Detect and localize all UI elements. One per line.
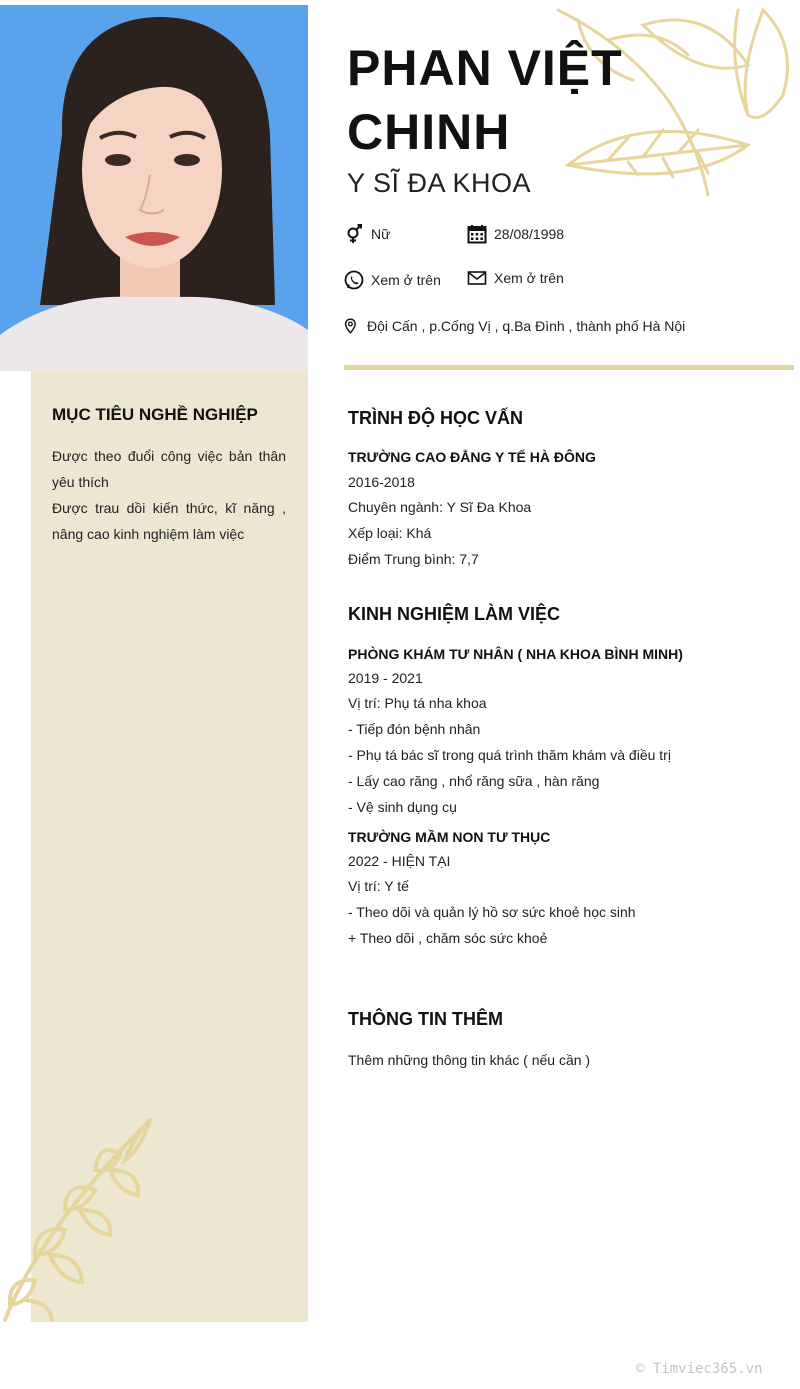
more-info-text: Thêm những thông tin khác ( nếu cần ) [348,1052,591,1068]
job-position: Vị trí: Phụ tá nha khoa [348,695,487,711]
job-title: Y SĨ ĐA KHOA [347,168,532,198]
location-icon [344,316,360,336]
gender-icon [344,224,364,244]
name-line-1: PHAN VIỆT [347,40,623,96]
job-period: 2019 - 2021 [348,670,423,686]
job-task: - Tiếp đón bệnh nhân [348,721,481,737]
phone-icon [344,270,364,290]
watermark: © Timviec365.vn [636,1361,763,1377]
name-line-2: CHINH [347,104,511,160]
education-school: TRƯỜNG CAO ĐẲNG Y TẾ HÀ ĐÔNG [348,449,596,465]
calendar-icon [467,224,487,244]
gender-row [344,224,390,244]
profile-photo [0,5,308,371]
experience-heading: KINH NGHIỆM LÀM VIỆC [348,604,561,624]
address-row [344,316,685,336]
job-company: PHÒNG KHÁM TƯ NHÂN ( NHA KHOA BÌNH MINH) [348,646,683,662]
education-gpa: Điểm Trung bình: 7,7 [348,551,479,567]
leaf-decoration-icon [0,1110,165,1322]
objective-heading: MỤC TIÊU NGHỀ NGHIỆP [52,405,258,424]
address-value: Đội Cấn , p.Cống Vị , q.Ba Đình , thành phố Hà Nội [367,318,686,334]
job-task: - Phụ tá bác sĩ trong quá trình thăm khám và điều trị [348,747,671,763]
education-major: Chuyên ngành: Y Sĩ Đa Khoa [348,499,532,515]
email-value: Xem ở trên [494,270,564,286]
mail-icon [467,268,487,288]
education-rank: Xếp loại: Khá [348,525,432,541]
education-heading: TRÌNH ĐỘ HỌC VẤN [348,408,523,428]
objective-line: Được trau dồi kiến thức, kĩ năng , nâng cao kinh nghiệm làm việc [52,500,286,542]
job-task: - Lấy cao răng , nhổ răng sữa , hàn răng [348,773,600,789]
objective-text [52,443,286,547]
job-period: 2022 - HIỆN TẠI [348,853,451,869]
birthday-value: 28/08/1998 [494,226,565,242]
birthday-row [467,224,564,244]
more-info-heading: THÔNG TIN THÊM [348,1009,503,1029]
phone-row [344,270,441,290]
phone-value: Xem ở trên [371,272,441,288]
email-row [467,268,564,288]
job-company: TRƯỜNG MẦM NON TƯ THỤC [348,829,551,845]
job-position: Vị trí: Y tế [348,878,409,894]
gender-value: Nữ [371,226,391,242]
job-task: - Vệ sinh dụng cụ [348,799,457,815]
full-name [347,36,623,164]
objective-line: Được theo đuổi công việc bản thân yêu thích [52,448,286,490]
divider [344,365,794,370]
job-task: - Theo dõi và quản lý hồ sơ sức khoẻ học sinh [348,904,636,920]
job-task: + Theo dõi , chăm sóc sức khoẻ [348,930,548,946]
education-period: 2016-2018 [348,474,415,490]
